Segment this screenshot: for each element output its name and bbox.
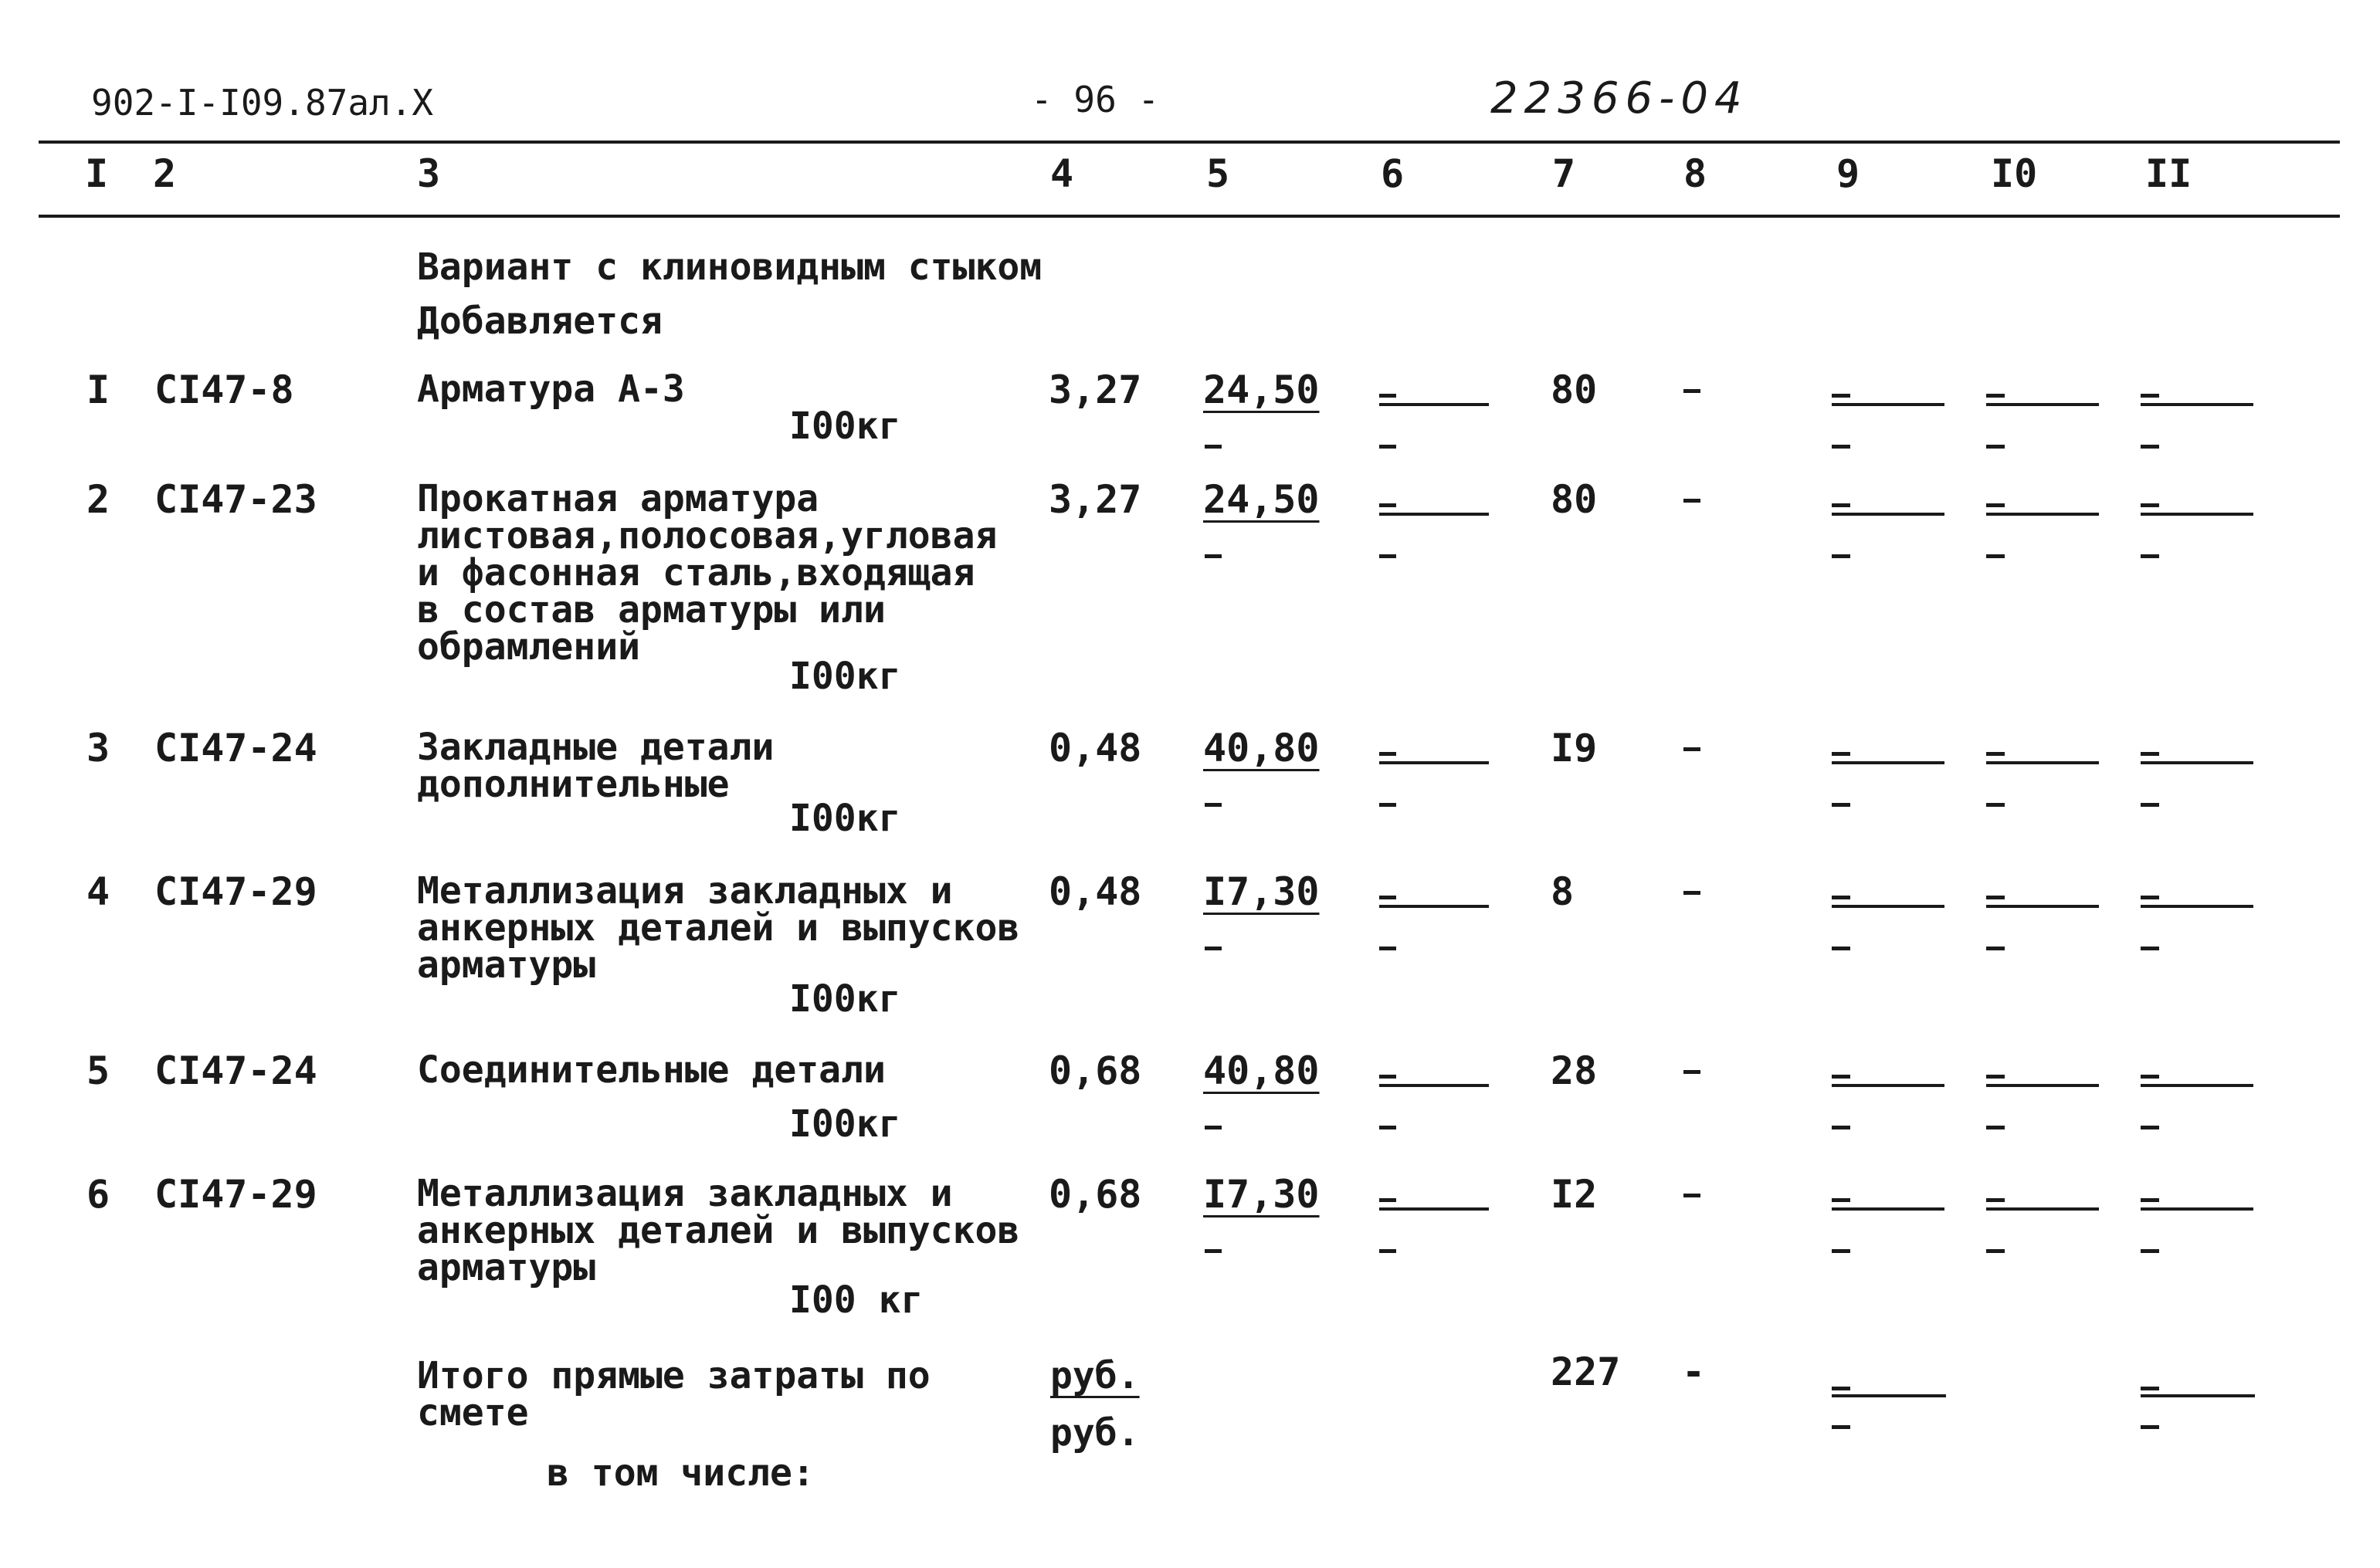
row-column-9-dash [1832,1075,1850,1079]
total-unit-bottom: руб. [1050,1411,1140,1455]
row-column-11-sub-dash [2141,554,2159,558]
row-column-6-rule [1379,403,1489,406]
row-column-8-dash [1683,389,1700,393]
row-column-6-dash [1379,394,1396,398]
row-column-10-sub-dash [1986,803,2005,807]
row-unit: I00кг [789,655,901,698]
total-column-9-sub-dash [1832,1425,1850,1429]
row-quantity: 0,48 [1049,726,1142,770]
row-number: 3 [86,726,110,770]
row-column-11-rule [2141,905,2253,908]
row-column-11-sub-dash [2141,445,2159,449]
row-column-7: I9 [1551,726,1598,770]
column-number: 7 [1552,151,1576,196]
row-code: CI47-23 [154,477,317,522]
row-column-6-sub-dash [1379,1249,1396,1253]
total-column-9-dash [1832,1387,1850,1390]
row-column-10-sub-dash [1986,1249,2005,1253]
row-description: Металлизация закладных и анкерных деталей и выпусков арматуры [417,1172,1020,1289]
column-number: 5 [1206,151,1230,196]
row-column-6-rule [1379,1084,1489,1087]
row-code: CI47-24 [154,726,317,770]
total-label: Итого прямые затраты по смете [417,1354,931,1434]
row-column-11-sub-dash [2141,947,2159,950]
row-column-10-dash [1986,503,2005,507]
column-number: I0 [1991,151,2038,196]
row-column-11-rule [2141,513,2253,516]
total-column-11-dash [2141,1387,2159,1390]
row-column-8-dash [1683,891,1700,895]
column-number: 8 [1683,151,1707,196]
row-price-sub-dash [1205,554,1222,558]
document-stamp: 22366-04 [1490,73,1748,124]
row-column-11-dash [2141,394,2159,398]
row-column-10-rule [1986,403,2099,406]
row-description: Прокатная арматура листовая,полосовая,угловая и фасонная сталь,входящая в состав арматуры или обрамлений [417,477,998,669]
row-column-7: 80 [1551,367,1598,412]
row-code: CI47-8 [154,367,294,412]
row-column-6-sub-dash [1379,803,1396,807]
row-column-9-rule [1832,905,1944,908]
row-price: I7,30 [1203,869,1320,914]
row-column-6-rule [1379,905,1489,908]
row-quantity: 0,68 [1049,1048,1142,1093]
row-column-6-sub-dash [1379,1126,1396,1129]
row-column-11-dash [2141,503,2159,507]
row-column-10-rule [1986,761,2099,764]
document-code: 902-I-I09.87ал.X [91,82,434,124]
total-column-9-rule [1832,1394,1946,1397]
row-code: CI47-29 [154,869,317,914]
row-column-9-rule [1832,403,1944,406]
row-column-9-rule [1832,513,1944,516]
row-column-8-dash [1683,1194,1700,1197]
row-column-6-sub-dash [1379,554,1396,558]
row-unit: I00кг [789,977,901,1021]
row-column-6-dash [1379,896,1396,899]
row-column-8-dash [1683,499,1700,503]
row-price-sub-dash [1205,1249,1222,1253]
row-price: 24,50 [1203,367,1320,412]
row-price: I7,30 [1203,1172,1320,1217]
row-quantity: 3,27 [1049,367,1142,412]
row-column-6-sub-dash [1379,947,1396,950]
row-quantity: 0,48 [1049,869,1142,914]
row-column-10-rule [1986,1084,2099,1087]
row-column-10-dash [1986,896,2005,899]
column-number: 3 [417,151,441,196]
row-column-6-dash [1379,503,1396,507]
row-column-8-dash [1683,747,1700,751]
row-column-11-sub-dash [2141,1249,2159,1253]
row-column-9-sub-dash [1832,803,1850,807]
row-quantity: 3,27 [1049,477,1142,522]
total-column-7: 227 [1551,1350,1621,1394]
row-price-sub-dash [1205,947,1222,950]
row-column-11-dash [2141,896,2159,899]
row-column-9-rule [1832,1207,1944,1211]
row-price: 40,80 [1203,726,1320,770]
row-column-9-sub-dash [1832,1249,1850,1253]
row-column-9-sub-dash [1832,1126,1850,1129]
row-number: 4 [86,869,110,914]
row-column-7: 80 [1551,477,1598,522]
row-number: 6 [86,1172,110,1217]
row-column-7: I2 [1551,1172,1598,1217]
row-number: 5 [86,1048,110,1093]
column-number: 9 [1836,151,1860,196]
total-column-11-rule [2141,1394,2255,1397]
row-column-10-sub-dash [1986,554,2005,558]
row-column-10-sub-dash [1986,1126,2005,1129]
row-column-9-dash [1832,896,1850,899]
row-column-11-dash [2141,1075,2159,1079]
header-bottom-rule [39,215,2340,218]
row-description: Закладные детали дополнительные [417,726,775,806]
row-column-9-sub-dash [1832,445,1850,449]
row-description: Соединительные детали [417,1048,886,1092]
row-column-9-dash [1832,503,1850,507]
row-description: Арматура А-3 [417,367,685,411]
row-code: CI47-24 [154,1048,317,1093]
row-column-6-dash [1379,1075,1396,1079]
page-number: - 96 - [1031,79,1160,120]
row-column-11-dash [2141,1198,2159,1202]
row-column-9-sub-dash [1832,947,1850,950]
row-column-10-dash [1986,1198,2005,1202]
row-column-9-rule [1832,761,1944,764]
row-column-6-rule [1379,513,1489,516]
row-column-10-rule [1986,513,2099,516]
row-column-9-sub-dash [1832,554,1850,558]
section-subtitle: Добавляется [417,300,663,343]
row-column-9-dash [1832,752,1850,756]
row-price: 40,80 [1203,1048,1320,1093]
row-unit: I00кг [789,405,901,448]
row-number: 2 [86,477,110,522]
row-column-9-dash [1832,1198,1850,1202]
row-column-10-sub-dash [1986,445,2005,449]
total-column-11-sub-dash [2141,1425,2159,1429]
row-quantity: 0,68 [1049,1172,1142,1217]
row-column-10-dash [1986,394,2005,398]
row-column-10-sub-dash [1986,947,2005,950]
row-price: 24,50 [1203,477,1320,522]
row-column-6-sub-dash [1379,445,1396,449]
row-column-9-rule [1832,1084,1944,1087]
row-column-8-dash [1683,1070,1700,1074]
row-column-10-dash [1986,752,2005,756]
section-title: Вариант с клиновидным стыком [417,246,1043,289]
total-column-8: - [1682,1350,1706,1394]
row-column-9-dash [1832,394,1850,398]
row-column-10-dash [1986,1075,2005,1079]
row-column-11-rule [2141,403,2253,406]
row-column-11-dash [2141,752,2159,756]
column-number: 6 [1381,151,1405,196]
row-unit: I00кг [789,1102,901,1146]
row-column-6-dash [1379,1198,1396,1202]
row-description: Металлизация закладных и анкерных деталей и выпусков арматуры [417,869,1020,987]
row-price-sub-dash [1205,445,1222,449]
column-number: 2 [153,151,177,196]
row-unit: I00 кг [789,1278,924,1322]
column-number: 4 [1050,151,1074,196]
column-number: II [2145,151,2192,196]
row-number: I [86,367,110,412]
row-column-11-sub-dash [2141,803,2159,807]
row-column-10-rule [1986,905,2099,908]
row-column-7: 8 [1551,869,1575,914]
row-column-6-rule [1379,1207,1489,1211]
row-column-11-rule [2141,1207,2253,1211]
row-price-sub-dash [1205,803,1222,807]
row-unit: I00кг [789,797,901,840]
row-column-11-sub-dash [2141,1126,2159,1129]
row-code: CI47-29 [154,1172,317,1217]
row-column-11-rule [2141,1084,2253,1087]
row-column-11-rule [2141,761,2253,764]
row-column-6-dash [1379,752,1396,756]
header-top-rule [39,141,2340,144]
row-column-7: 28 [1551,1048,1598,1093]
row-column-10-rule [1986,1207,2099,1211]
including-label: в том числе: [547,1451,815,1495]
row-price-sub-dash [1205,1126,1222,1129]
total-unit-top: руб. [1050,1354,1140,1397]
row-column-6-rule [1379,761,1489,764]
column-number: I [85,151,109,196]
